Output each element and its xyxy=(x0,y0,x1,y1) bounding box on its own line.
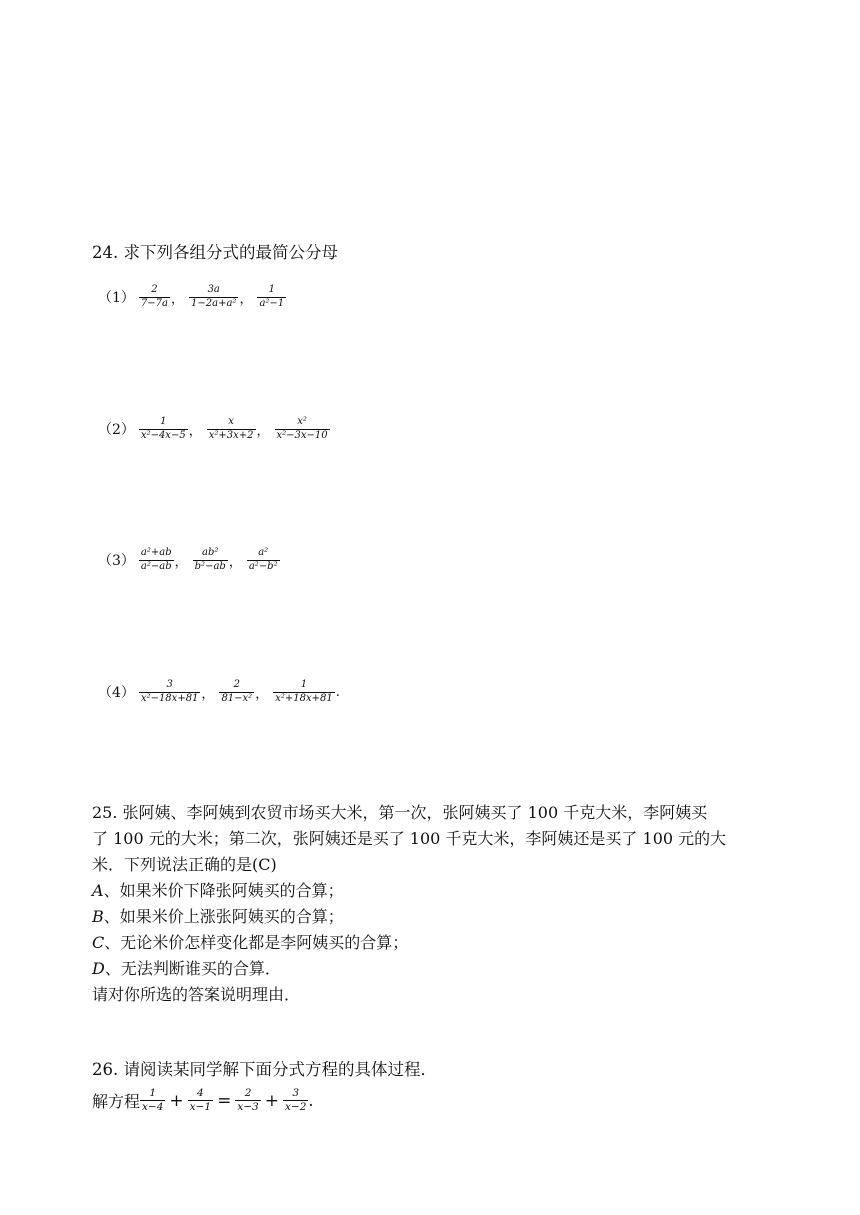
fraction: $\frac{1}{\text{x²−4x−5}}$ xyxy=(140,416,186,441)
q25-option-b: B、如果米价上涨张阿姨买的合算； xyxy=(92,907,344,926)
q24-heading: 24. 求下列各组分式的最简公分母 xyxy=(92,243,338,262)
part-label: （2） xyxy=(98,422,135,438)
fraction: $\frac{x}{\text{x²+3x+2}}$ xyxy=(208,416,254,441)
fraction: $\frac{\text{ab²}}{\text{b²−ab}}$ xyxy=(194,547,226,572)
part-label: （4） xyxy=(98,685,135,701)
q26-equation xyxy=(92,1088,313,1113)
fraction: $\frac{3}{\text{x²−18x+81}}$ xyxy=(140,679,199,704)
q24-part-3: （3） $\frac{\text{a²+ab}}{\text{a²−ab}}$ ， $\frac{\text{ab²}}{\text{b²−ab}}$ ， $\frac{\text{a²}}{\text{a²−b²}}$ xyxy=(98,547,278,572)
q25-option-c: C、无论米价怎样变化都是李阿姨买的合算； xyxy=(92,933,409,952)
q24-part-2: （2） $\frac{1}{\text{x²−4x−5}}$ ， $\frac{x}{\text{x²+3x+2}}$ ， $\frac{\text{x²}}{\text{x²−3x−10}}$ xyxy=(98,416,328,441)
part-label: （3） xyxy=(98,553,135,569)
part-label: （1） xyxy=(98,290,135,306)
equation-prefix: 解方程 xyxy=(92,1092,141,1112)
q24-part-1: （1） $\frac{2}{7-7a}$ ， $\frac{3a}{\text{1−2a+a²}}$ ， $\frac{1}{\text{a²−1}}$ xyxy=(98,284,285,309)
fraction: $\frac{2}{x-3}$ xyxy=(237,1087,259,1114)
q25-block xyxy=(92,800,772,1008)
fraction: $\frac{\text{x²}}{\text{x²−3x−10}}$ xyxy=(276,416,328,441)
fraction: $\frac{1}{x-4}$ xyxy=(142,1087,164,1114)
q25-line: 米．下列说法正确的是(C) xyxy=(92,855,277,874)
plus-sign: + xyxy=(169,1090,184,1111)
q24-part-4: （4） $\frac{3}{\text{x²−18x+81}}$ ， $\frac{2}{\text{81−x²}}$ ， $\frac{1}{\text{x²+18x+81}}$ . xyxy=(98,679,340,704)
fraction: $\frac{\text{a²}}{\text{a²−b²}}$ xyxy=(248,547,278,572)
fraction: $\frac{1}{\text{x²+18x+81}}$ xyxy=(275,679,333,704)
q25-line: 了 100 元的大米；第二次，张阿姨还是买了 100 千克大米，李阿姨还是买了 100 元的大 xyxy=(92,829,727,848)
fraction: $\frac{1}{\text{a²−1}}$ xyxy=(259,284,285,309)
q25-option-a: A、如果米价下降张阿姨买的合算； xyxy=(92,881,344,900)
q25-line: 25. 张阿姨、李阿姨到农贸市场买大米，第一次，张阿姨买了 100 千克大米，李阿姨买 xyxy=(92,803,708,822)
q25-instruction: 请对你所选的答案说明理由． xyxy=(92,985,301,1004)
equation-end: . xyxy=(308,1091,314,1111)
equals-sign: = xyxy=(217,1090,232,1111)
fraction: $\frac{3a}{\text{1−2a+a²}}$ xyxy=(191,284,237,309)
q26-heading: 26. 请阅读某同学解下面分式方程的具体过程． xyxy=(92,1060,437,1079)
fraction: $\frac{3}{x-2}$ xyxy=(284,1087,307,1114)
fraction: $\frac{2}{7-7a}$ xyxy=(140,284,168,309)
fraction: $\frac{4}{x-1}$ xyxy=(189,1087,212,1114)
fraction: $\frac{2}{\text{81−x²}}$ xyxy=(221,679,253,704)
q25-option-d: D、无法判断谁买的合算． xyxy=(92,959,281,978)
fraction: $\frac{\text{a²+ab}}{\text{a²−ab}}$ xyxy=(140,547,172,572)
plus-sign: + xyxy=(264,1090,279,1111)
